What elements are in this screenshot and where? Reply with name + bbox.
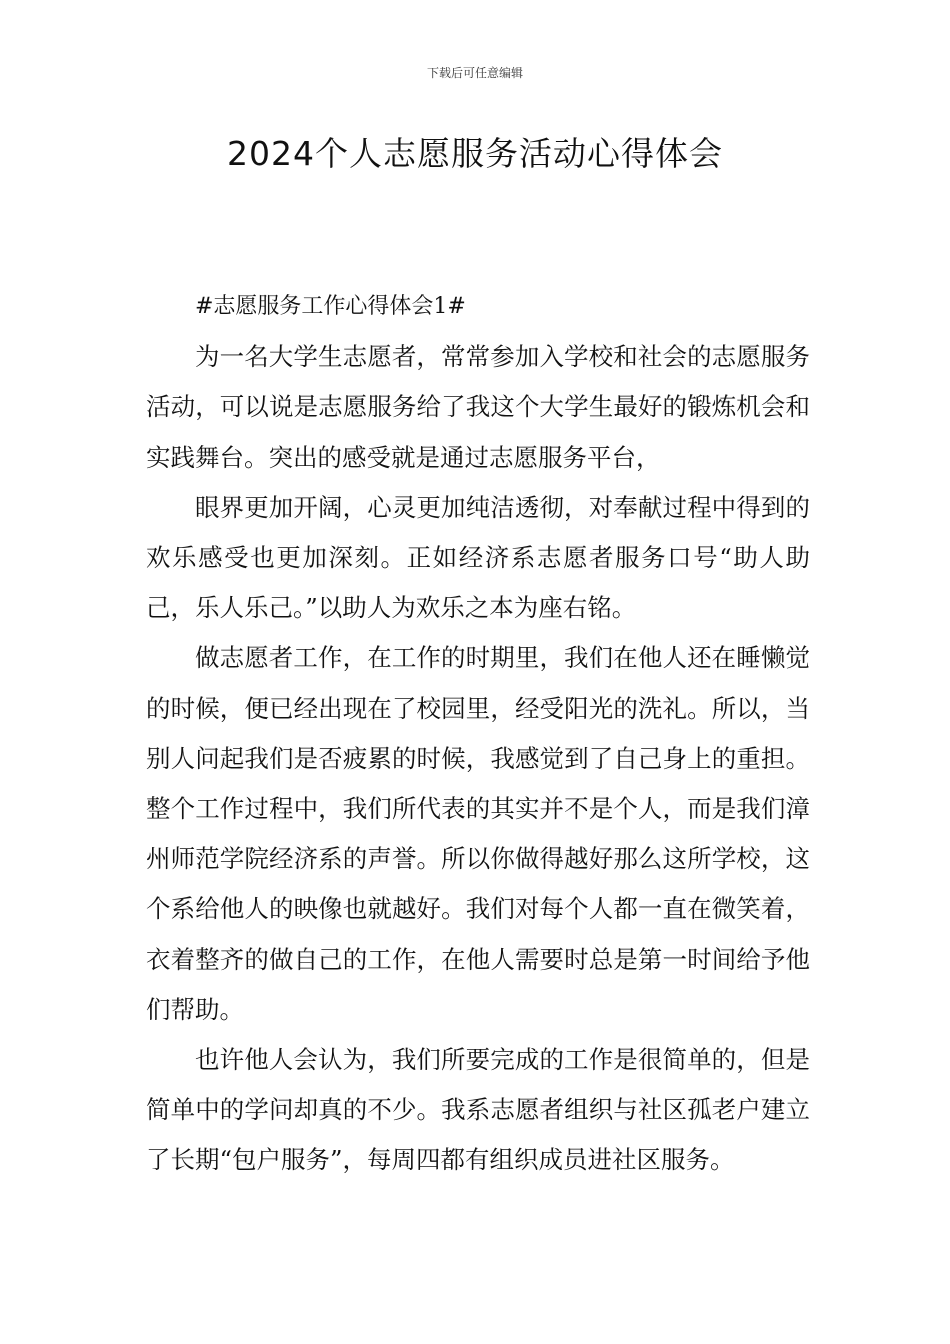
paragraph: 为一名大学生志愿者，常常参加入学校和社会的志愿服务活动，可以说是志愿服务给了我这个大学生最好的锻炼机会和实践舞台。突出的感受就是通过志愿服务平台， xyxy=(146,342,810,472)
document-body xyxy=(146,282,810,1186)
document-title: 2024个人志愿服务活动心得体会 xyxy=(227,134,723,173)
paragraph: 也许他人会认为，我们所要完成的工作是很简单的，但是简单中的学问却真的不少。我系志愿者组织与社区孤老户建立了长期“包户服务”，每周四都有组织成员进社区服务。 xyxy=(146,1045,810,1175)
paragraph: 做志愿者工作，在工作的时期里，我们在他人还在睡懒觉的时候，便已经出现在了校园里，经受阳光的洗礼。所以，当别人问起我们是否疲累的时候，我感觉到了自己身上的重担。整个工作过程中，我们所代表的其实并不是个人，而是我们漳州师范学院经济系的声誉。所以你做得越好那么这所学校，这个系给他人的映像也就越好。我们对每个人都一直在微笑着，衣着整齐的做自己的工作，在他人需要时总是第一时间给予他们帮助。 xyxy=(146,643,810,1024)
header-note: 下载后可任意编辑 xyxy=(426,66,523,80)
paragraph: 眼界更加开阔，心灵更加纯洁透彻，对奉献过程中得到的欢乐感受也更加深刻。正如经济系志愿者服务口号“助人助己，乐人乐己。”以助人为欢乐之本为座右铭。 xyxy=(146,492,810,623)
section-subheading: #志愿服务工作心得体会1# xyxy=(195,294,466,319)
